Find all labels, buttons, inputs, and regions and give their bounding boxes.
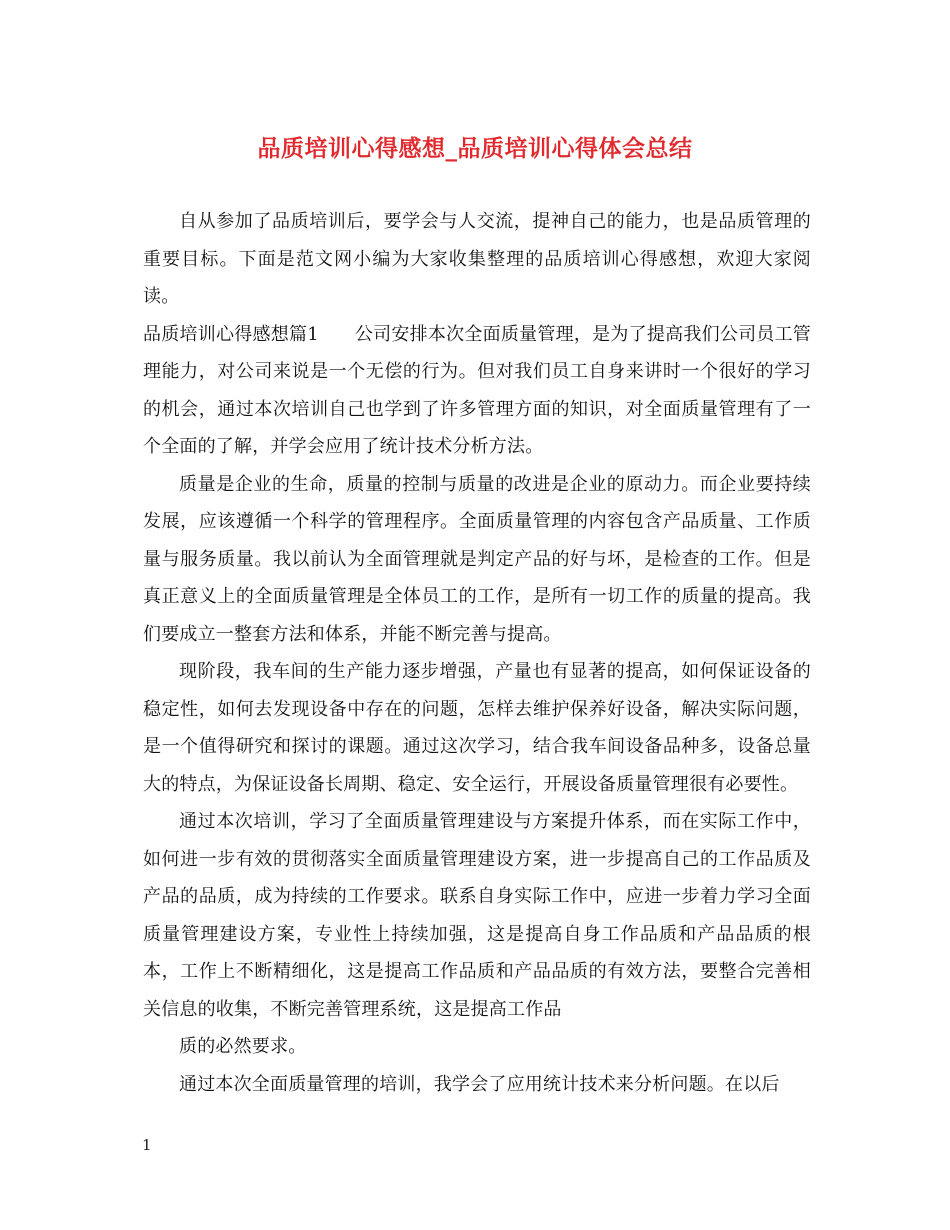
document-body xyxy=(143,203,811,1103)
body-paragraph-requirement: 质的必然要求。 xyxy=(179,1036,307,1057)
section-heading: 品质培训心得感想篇1 xyxy=(143,323,319,345)
body-paragraph-training: 通过本次培训，学习了全面质量管理建设与方案提升体系，而在实际工作中，如何进一步有效的贯彻落实全面质量管理建设方案，进一步提高自己的工作品质及产品的品质，成为持续的工作要求。联系自身实际工作中，应进一步着力学习全面质量管理建设方案，专业性上持续加强，这是提高自身工作品质和产品品质的根本，工作上不断精细化，这是提高工作品质和产品品质的有效方法，要整合完善相关信息的收集，不断完善管理系统，这是提高工作品 xyxy=(143,811,811,1020)
document-title: 品质培训心得感想_品质培训心得体会总结 xyxy=(257,135,693,162)
body-paragraph-equipment: 现阶段，我车间的生产能力逐步增强，产量也有显著的提高，如何保证设备的稳定性，如何去发现设备中存在的问题，怎样去维护保养好设备，解决实际问题，是一个值得研究和探讨的课题。通过这次学习，结合我车间设备品种多，设备总量大的特点，为保证设备长周期、稳定、安全运行，开展设备质量管理很有必要性。 xyxy=(143,661,811,795)
body-paragraph-quality: 质量是企业的生命，质量的控制与质量的改进是企业的原动力。而企业要持续发展，应该遵循一个科学的管理程序。全面质量管理的内容包含产品质量、工作质量与服务质量。我以前认为全面管理就是判定产品的好与坏，是检查的工作。但是真正意义上的全面质量管理是全体员工的工作，是所有一切工作的质量的提高。我们要成立一整套方法和体系，并能不断完善与提高。 xyxy=(143,473,811,645)
page-number: 1 xyxy=(142,1136,152,1154)
intro-paragraph: 自从参加了品质培训后，要学会与人交流，提神自己的能力，也是品质管理的重要目标。下面是范文网小编为大家收集整理的品质培训心得感想，欢迎大家阅读。 xyxy=(143,211,811,307)
section-first-text: 公司安排本次全面质量管理，是为了提高我们公司员工管理能力，对公司来说是一个无偿的行为。但对我们员工自身来讲时一个很好的学习的机会，通过本次培训自己也学到了许多管理方面的知识，对全面质量管理有了一个全面的了解，并学会应用了统计技术分析方法。 xyxy=(143,323,812,457)
body-paragraph-statistics: 通过本次全面质量管理的培训，我学会了应用统计技术来分析问题。在以后 xyxy=(179,1073,780,1095)
section-paragraph xyxy=(143,316,811,466)
